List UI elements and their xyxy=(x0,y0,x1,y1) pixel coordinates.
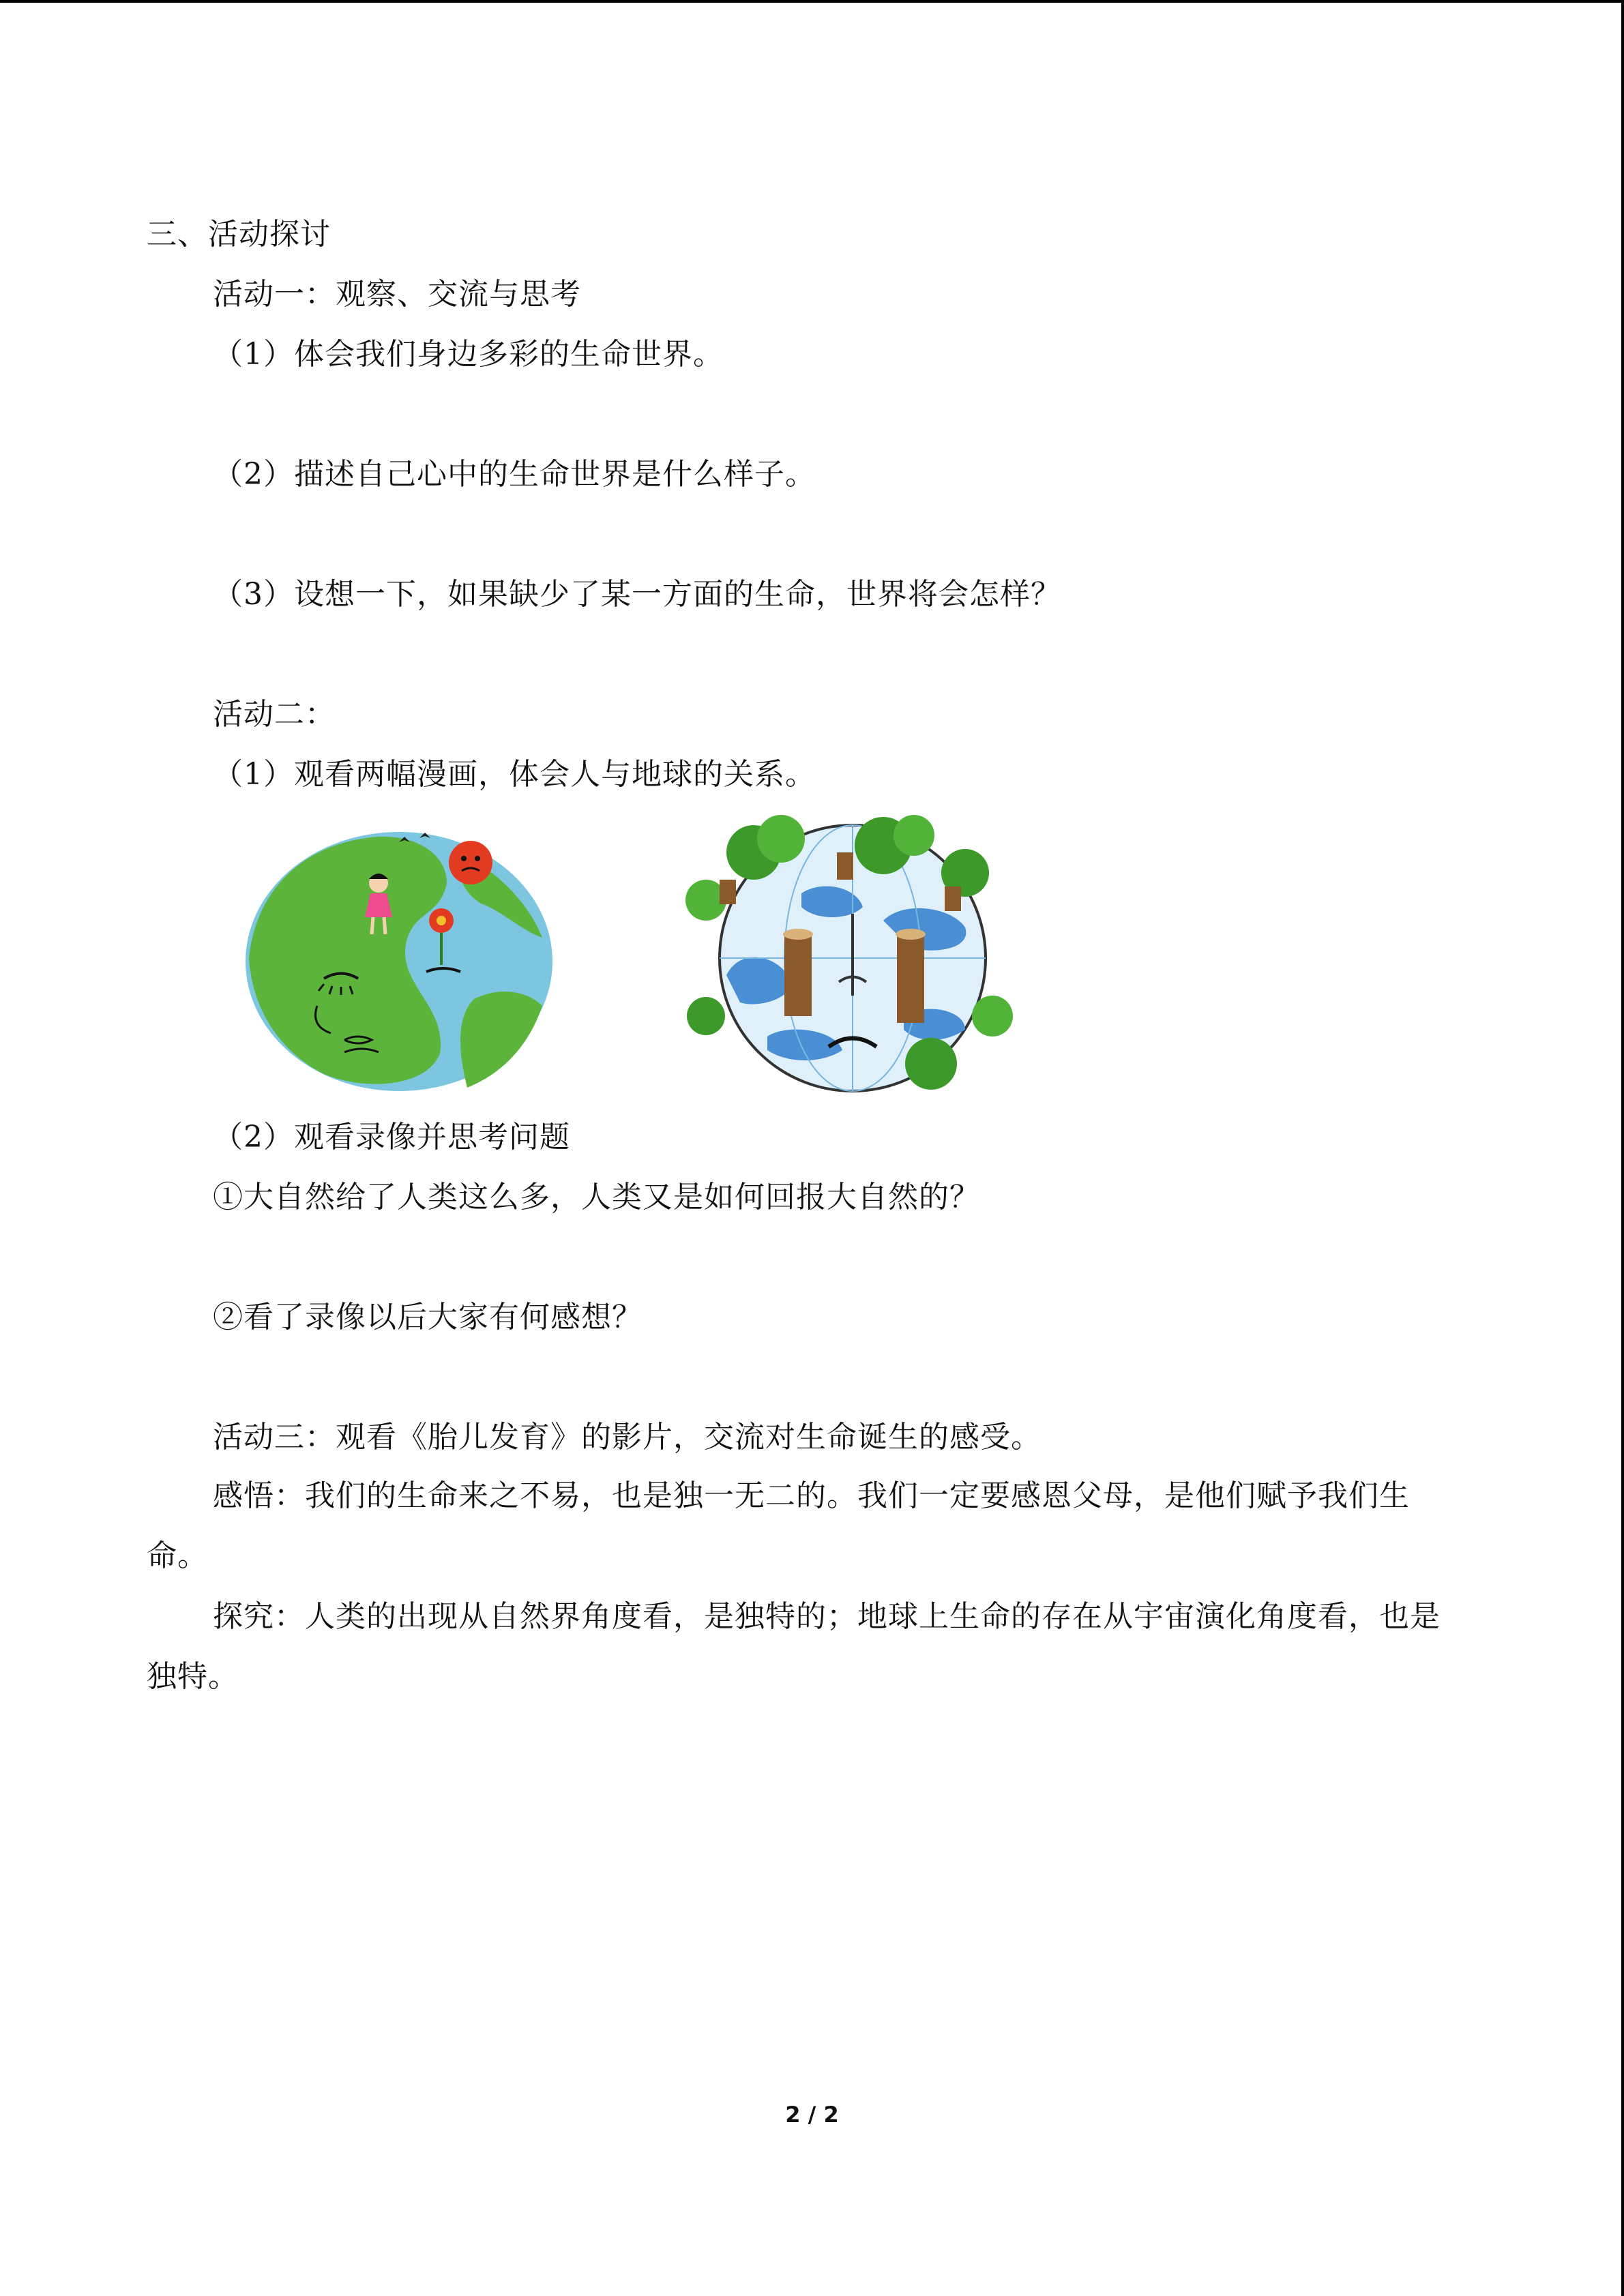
activity2-title: 活动二： xyxy=(213,697,336,732)
right-border xyxy=(1621,0,1624,2296)
activity3-insight: 感悟：我们的生命来之不易，也是独一无二的。我们一定要感恩父母，是他们赋予我们生命。 xyxy=(147,1478,1410,1573)
activity2-question-2: ②看了录像以后大家有何感想？ xyxy=(213,1300,643,1335)
activity2-item-1: （1）观看两幅漫画，体会人与地球的关系。 xyxy=(213,757,816,792)
top-border xyxy=(0,0,1624,3)
sad-earth-deforestation-cartoon-icon xyxy=(679,811,1027,1094)
activity3-inquiry: 探究：人类的出现从自然界角度看，是独特的；地球上生命的存在从宇宙演化角度看，也是独特。 xyxy=(147,1599,1441,1694)
activity2-question-1: ①大自然给了人类这么多，人类又是如何回报大自然的？ xyxy=(213,1180,980,1214)
activity1-item-3: （3）设想一下，如果缺少了某一方面的生命，世界将会怎样？ xyxy=(213,577,1061,612)
activity2-item-2: （2）观看录像并思考问题 xyxy=(213,1120,570,1154)
happy-earth-cartoon-icon xyxy=(242,829,556,1094)
activity3-title: 活动三：观看《胎儿发育》的影片，交流对生命诞生的感受。 xyxy=(213,1420,1042,1455)
page-number: 2 / 2 xyxy=(785,2102,839,2128)
section-heading: 三、活动探讨 xyxy=(147,217,331,252)
activity1-title: 活动一：观察、交流与思考 xyxy=(213,277,581,312)
activity1-item-1: （1）体会我们身边多彩的生命世界。 xyxy=(213,337,724,372)
activity1-item-2: （2）描述自己心中的生命世界是什么样子。 xyxy=(213,457,816,492)
